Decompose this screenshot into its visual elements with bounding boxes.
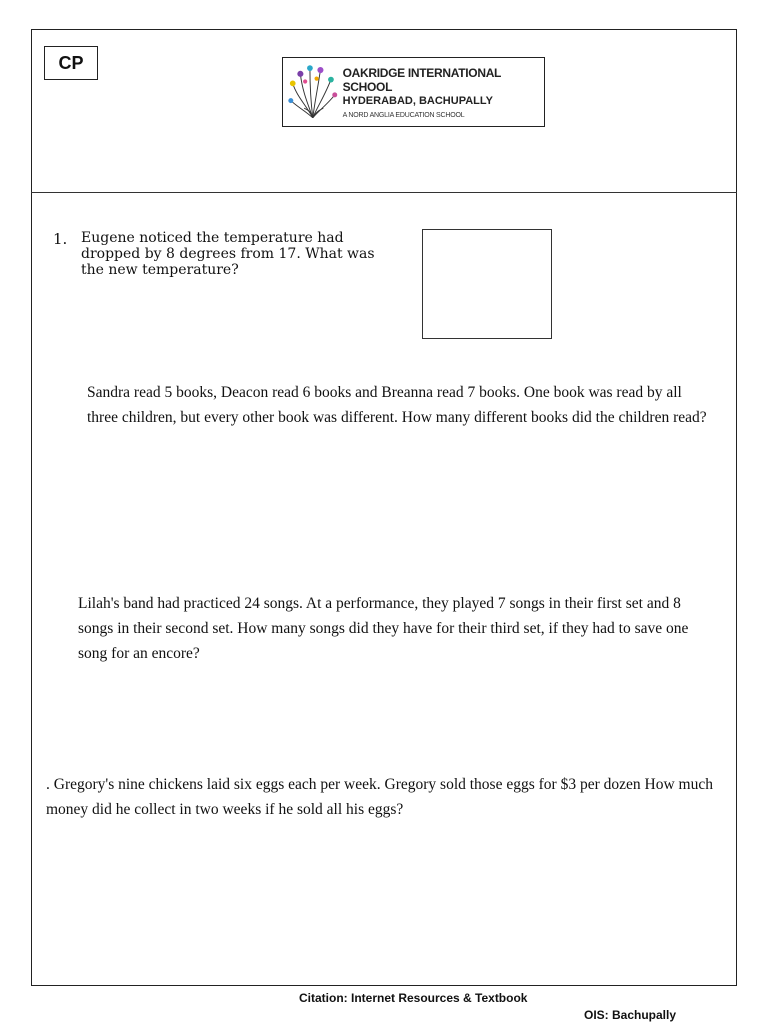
question-1-number: 1.: [53, 230, 68, 248]
school-logo: [282, 57, 545, 127]
school-location: HYDERABAD, BACHUPALLY: [342, 94, 493, 107]
question-3-text: Lilah's band had practiced 24 songs. At a performance, they played 7 songs in their first set and 8 songs in their second set. How many songs did they have for their third set, if they had to save one song for an encore?: [78, 595, 689, 662]
page-border: [31, 29, 737, 986]
answer-box[interactable]: [422, 229, 552, 339]
flower-logo-icon: [287, 61, 339, 123]
school-name: OAKRIDGE INTERNATIONAL SCHOOL: [342, 65, 501, 94]
cp-label: CP: [44, 46, 98, 80]
citation-text: Citation: Internet Resources & Textbook: [299, 991, 528, 1005]
question-4-text: . Gregory's nine chickens laid six eggs each per week. Gregory sold those eggs for $3 per dozen How much money did he collect in two weeks if he sold all his eggs?: [46, 776, 713, 818]
school-footer: OIS: Bachupally: [584, 1008, 677, 1022]
school-tagline: A NORD ANGLIA EDUCATION SCHOOL: [342, 111, 465, 119]
header-divider: [31, 192, 737, 193]
question-2-text: Sandra read 5 books, Deacon read 6 books and Breanna read 7 books. One book was read by all three children, but every other book was different. How many different books did the children read?: [87, 384, 707, 426]
question-1-text: Eugene noticed the temperature had dropped by 8 degrees from 17. What was the new temperature?: [81, 230, 375, 278]
